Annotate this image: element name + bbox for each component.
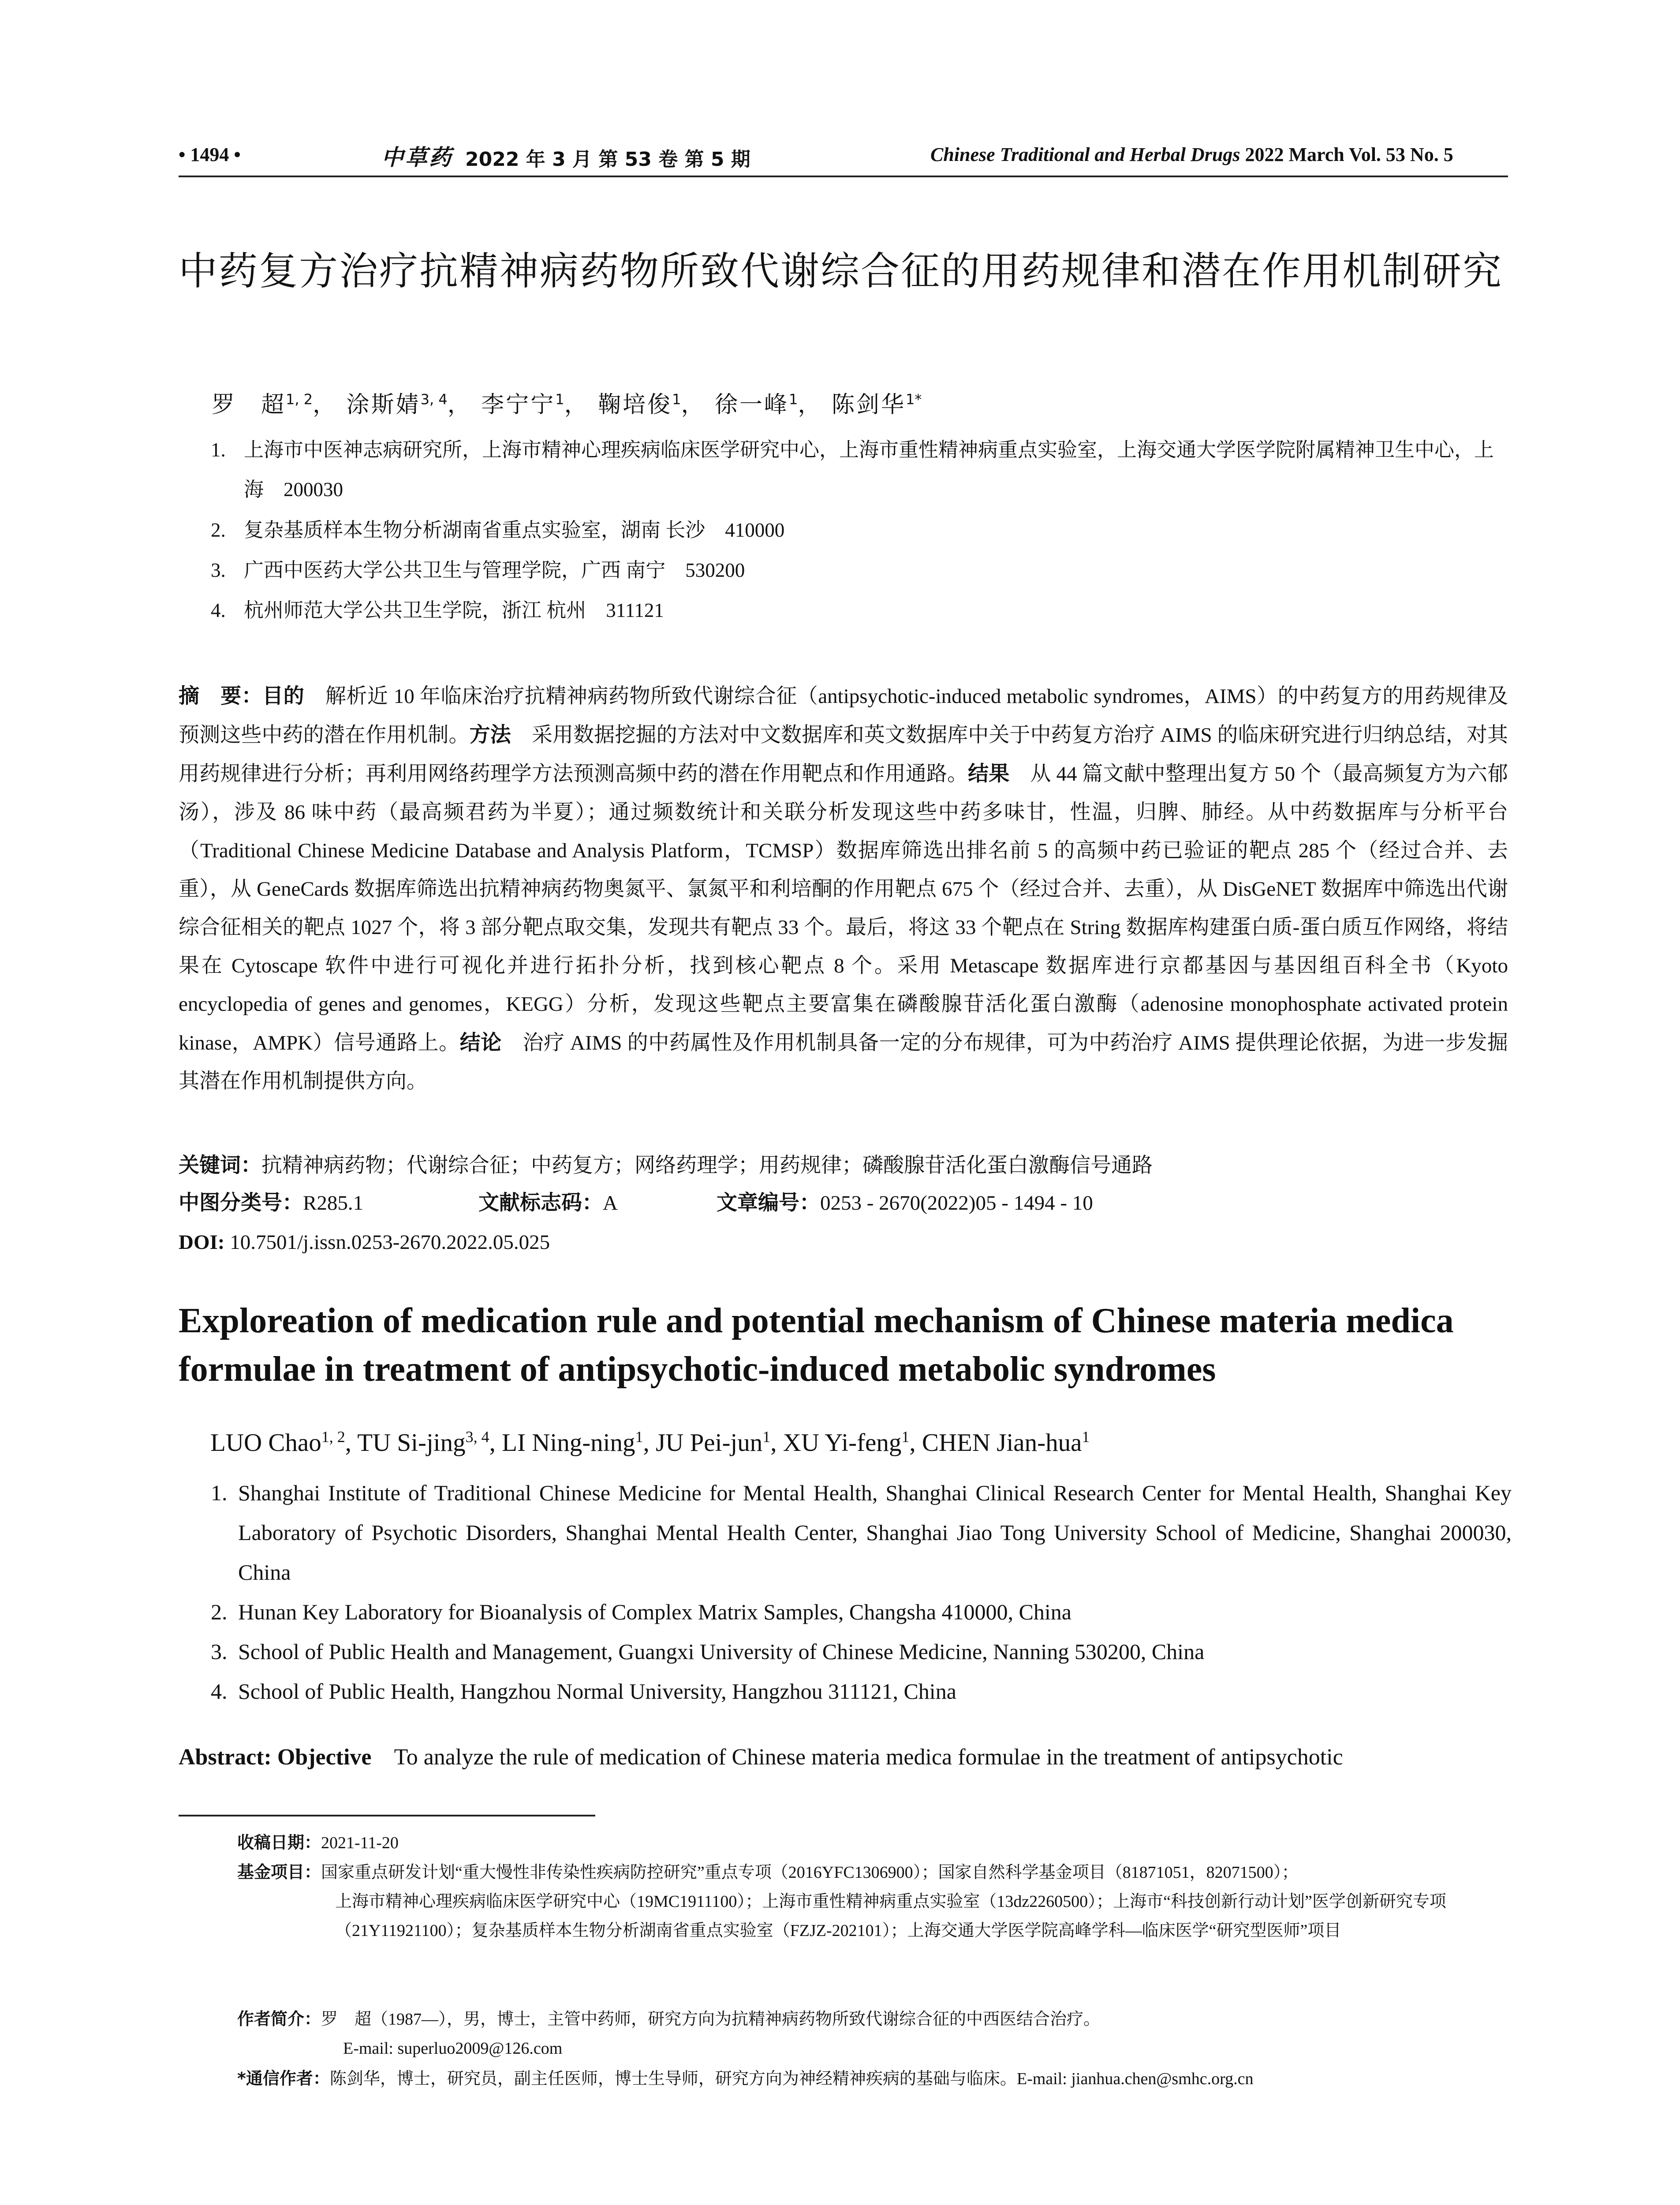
article-no-value: 0253 - 2670(2022)05 - 1494 - 10 — [820, 1192, 1093, 1215]
received-date: 2021-11-20 — [321, 1834, 399, 1852]
footnote-rule — [179, 1815, 595, 1816]
journal-name-en: Chinese Traditional and Herbal Drugs — [930, 144, 1240, 165]
author-list-cn: 罗 超$^{1, 2}$， 涂斯婧$^{3, 4}$， 李宁宁$^1$， 鞠培俊$^1$， 徐一峰$^1$， 陈剑华$^{1*}$ — [212, 391, 922, 418]
objective-label-cn: 目的 — [262, 684, 305, 708]
affiliation-text: 上海市中医神志病研究所，上海市精神心理疾病临床医学研究中心，上海市重性精神病重点实验室，上海交通大学医学院附属精神卫生中心，上海 200030 — [244, 439, 1494, 501]
affiliation-text: 广西中医药大学公共卫生与管理学院，广西 南宁 530200 — [244, 559, 745, 581]
clc-value: R285.1 — [303, 1192, 364, 1215]
issue-info-cn: 2022 年 3 月 第 53 卷 第 5 期 — [465, 148, 750, 171]
author-cn: 李宁宁 — [481, 392, 556, 418]
affiliation-number: 4. — [211, 1679, 228, 1704]
affiliation-en — [211, 1671, 1512, 1711]
footnote-author — [237, 2004, 1516, 2063]
received-label: 收稿日期： — [237, 1833, 321, 1852]
objective-label-en: Objective — [277, 1745, 372, 1770]
affiliation-number: 4. — [211, 599, 226, 621]
footnote-fund — [237, 1857, 1516, 1945]
conclusion-label-cn: 结论 — [459, 1031, 502, 1055]
page-number: • 1494 • — [179, 144, 241, 165]
result-label-cn: 结果 — [968, 762, 1010, 786]
abstract-en — [179, 1744, 1508, 1770]
footnote-received — [237, 1828, 1516, 1857]
issue-date-en: 2022 March Vol. 53 No. 5 — [1245, 144, 1453, 165]
affiliation-number: 2. — [211, 519, 226, 541]
doi-link[interactable]: 10.7501/j.issn.0253-2670.2022.05.025 — [230, 1231, 550, 1254]
header-rule — [179, 176, 1508, 177]
affiliation-cn — [211, 430, 1512, 509]
method-label-cn: 方法 — [469, 723, 511, 747]
affiliation-number: 1. — [211, 1480, 228, 1505]
author-affiliation-mark: 1 — [789, 391, 798, 408]
doc-code-label: 文献标志码： — [478, 1191, 603, 1215]
conclusion-text-cn: 治疗 AIMS 的中药属性及作用机制具备一定的分布规律，可为中药治疗 AIMS 提供理论依据，为进一步发掘其潜在作用机制提供方向。 — [179, 1031, 1508, 1093]
affiliation-number: 3. — [211, 559, 226, 581]
affiliation-cn — [211, 510, 1512, 550]
author-en: JU Pei-jun — [656, 1429, 763, 1457]
objective-text-cn: 解析近 10 年临床治疗抗精神病药物所致代谢综合征（antipsychotic-induced metabolic syndromes，AIMS）的中药复方的用药规律及预测这些中药的潜在作用机制。 — [179, 685, 1508, 747]
abstract-cn — [179, 677, 1508, 1101]
affiliation-en — [211, 1473, 1512, 1592]
abstract-label-cn: 摘 要： — [179, 684, 263, 708]
affiliation-number: 1. — [211, 439, 226, 461]
fund-text-first: 国家重点研发计划“重大慢性非传染性疾病防控研究”重点专项（2016YFC1306900）；国家自然科学基金项目（81871051，82071500）； — [321, 1863, 1299, 1882]
clc-label: 中图分类号： — [179, 1191, 303, 1215]
author-list-en: LUO Chao$^{1, 2}$, TU Si-jing$^{3, 4}$, LI Ning-ning$^1$, JU Pei-jun$^1$, XU Yi-feng$^1$, CHEN Jian-hua$^1$ — [210, 1428, 1090, 1457]
author-affiliation-mark: 1 — [762, 1428, 771, 1446]
author-affiliation-mark: 1* — [905, 391, 922, 408]
objective-text-en: To analyze the rule of medication of Chinese materia medica formulae in the treatment of antipsychotic — [394, 1745, 1343, 1770]
keywords-label: 关键词： — [179, 1153, 261, 1177]
author-bio-label: 作者简介： — [237, 2009, 321, 2029]
author-email[interactable]: E-mail: superluo2009@126.com — [343, 2039, 563, 2058]
issue-info-en — [930, 143, 1453, 166]
affiliation-text: 杭州师范大学公共卫生学院，浙江 杭州 311121 — [244, 599, 664, 621]
method-text-cn: 采用数据挖掘的方法对中文数据库和英文数据库中关于中药复方治疗 AIMS 的临床研究进行归纳总结，对其用药规律进行分析；再利用网络药理学方法预测高频中药的潜在作用靶点和作用通路。 — [179, 724, 1508, 785]
affiliation-text: Shanghai Institute of Traditional Chinese Medicine for Mental Health, Shanghai Clinical Research Center for Mental Health, Shanghai Key Laboratory of Psychotic Disorders, Shanghai Mental Health Center, Shanghai Jiao Tong University School of Medicine, Shanghai 200030, China — [238, 1480, 1512, 1585]
author-affiliation-mark: 1 — [1082, 1428, 1090, 1446]
author-affiliation-mark: 1 — [635, 1428, 643, 1446]
author-affiliation-mark: 3, 4 — [420, 391, 448, 408]
author-bio-text: 罗 超（1987—），男，博士，主管中药师，研究方向为抗精神病药物所致代谢综合征的中西医结合治疗。 — [321, 2010, 1101, 2029]
keywords-text: 抗精神病药物；代谢综合征；中药复方；网络药理学；用药规律；磷酸腺苷活化蛋白激酶信号通路 — [261, 1154, 1153, 1177]
affiliation-en — [211, 1592, 1512, 1632]
keywords-cn — [179, 1149, 1153, 1178]
author-affiliation-mark: 1 — [555, 391, 564, 408]
author-en: LI Ning-ning — [502, 1429, 635, 1457]
affiliation-number: 3. — [211, 1639, 228, 1664]
affiliation-text: School of Public Health, Hangzhou Normal University, Hangzhou 311121, China — [238, 1679, 956, 1704]
author-cn: 鞠培俊 — [598, 392, 672, 418]
affiliation-cn — [211, 590, 1512, 630]
doc-code-value: A — [603, 1192, 618, 1215]
affiliation-en — [211, 1632, 1512, 1671]
fund-label: 基金项目： — [237, 1862, 321, 1882]
affiliation-number: 2. — [211, 1600, 228, 1624]
affiliation-text: 复杂基质样本生物分析湖南省重点实验室，湖南 长沙 410000 — [244, 519, 785, 541]
abstract-label-en: Abstract: — [179, 1745, 272, 1770]
author-cn: 徐一峰 — [715, 392, 789, 418]
fund-text-rest: 上海市精神心理疾病临床医学研究中心（19MC1911100）；上海市重性精神病重点实验室（13dz2260500）；上海市“科技创新行动计划”医学创新研究专项（21Y11921100）；复杂基质样本生物分析湖南省重点实验室（FZJZ-202101）；上海交通大学医学院高峰学科—临床医学“研究型医师”项目 — [335, 1892, 1446, 1940]
author-cn: 陈剑华 — [831, 392, 906, 418]
article-no-label: 文章编号： — [717, 1191, 820, 1215]
article-title-cn: 中药复方治疗抗精神病药物所致代谢综合征的用药规律和潜在作用机制研究 — [179, 248, 1503, 294]
doi-label: DOI: — [179, 1231, 225, 1254]
corresponding-text: 陈剑华，博士，研究员，副主任医师，博士生导师，研究方向为神经精神疾病的基础与临床。E-mail: jianhua.chen@smhc.org.cn — [329, 2070, 1254, 2088]
affiliation-cn — [211, 550, 1512, 590]
article-title-en: Exploreation of medication rule and potential mechanism of Chinese materia medica formulae in treatment of antipsychotic-induced metabolic syndromes — [179, 1301, 1454, 1389]
author-en: CHEN Jian-hua — [922, 1429, 1082, 1457]
result-text-cn: 从 44 篇文献中整理出复方 50 个（最高频复方为六郁汤），涉及 86 味中药（最高频君药为半夏）；通过频数统计和关联分析发现这些中药多味甘，性温，归脾、肺经。从中药数据库与分析平台（Traditional Chinese Medicine Database and Analysis Platform，TCMSP）数据库筛选出排名前 5 的高频中药已验证的靶点 285 个（经过合并、去重），从 GeneCards 数据库筛选出抗精神病药物奥氮平、氯氮平和利培酮的作用靶点 675 个（经过合并、去重），从 DisGeNET 数据库中筛选出代谢综合征相关的靶点 1027 个，将 3 部分靶点取交集，发现共有靶点 33 个。最后，将这 33 个靶点在 String 数据库构建蛋白质-蛋白质互作网络，将结果在 Cytoscape 软件中进行可视化并进行拓扑分析，找到核心靶点 8 个。采用 Metascape 数据库进行京都基因与基因组百科全书（Kyoto encyclopedia of genes and genomes，KEGG）分析，发现这些靶点主要富集在磷酸腺苷活化蛋白激酶（adenosine monophosphate activated protein kinase，AMPK）信号通路上。 — [179, 762, 1508, 1054]
author-affiliation-mark: 1 — [672, 391, 681, 408]
author-affiliation-mark: 1, 2 — [286, 391, 313, 408]
footnote-corresponding — [237, 2064, 1516, 2093]
author-affiliation-mark: 1 — [901, 1428, 910, 1446]
affiliation-text: Hunan Key Laboratory for Bioanalysis of Complex Matrix Samples, Changsha 410000, China — [238, 1600, 1071, 1624]
author-affiliation-mark: 1, 2 — [321, 1428, 345, 1446]
author-cn: 涂斯婧 — [346, 392, 421, 418]
journal-name-cn: 中草药 — [381, 145, 453, 170]
author-cn: 罗 超 — [212, 392, 286, 418]
classification-line — [179, 1186, 1093, 1216]
author-en: XU Yi-feng — [783, 1429, 902, 1457]
corresponding-label: *通信作者： — [237, 2069, 330, 2088]
author-en: TU Si-jing — [357, 1429, 466, 1457]
affiliation-text: School of Public Health and Management, Guangxi University of Chinese Medicine, Nanning 530200, China — [238, 1639, 1205, 1664]
doi-line — [179, 1230, 550, 1254]
running-header — [179, 143, 1508, 170]
author-affiliation-mark: 3, 4 — [465, 1428, 489, 1446]
author-en: LUO Chao — [210, 1429, 321, 1457]
